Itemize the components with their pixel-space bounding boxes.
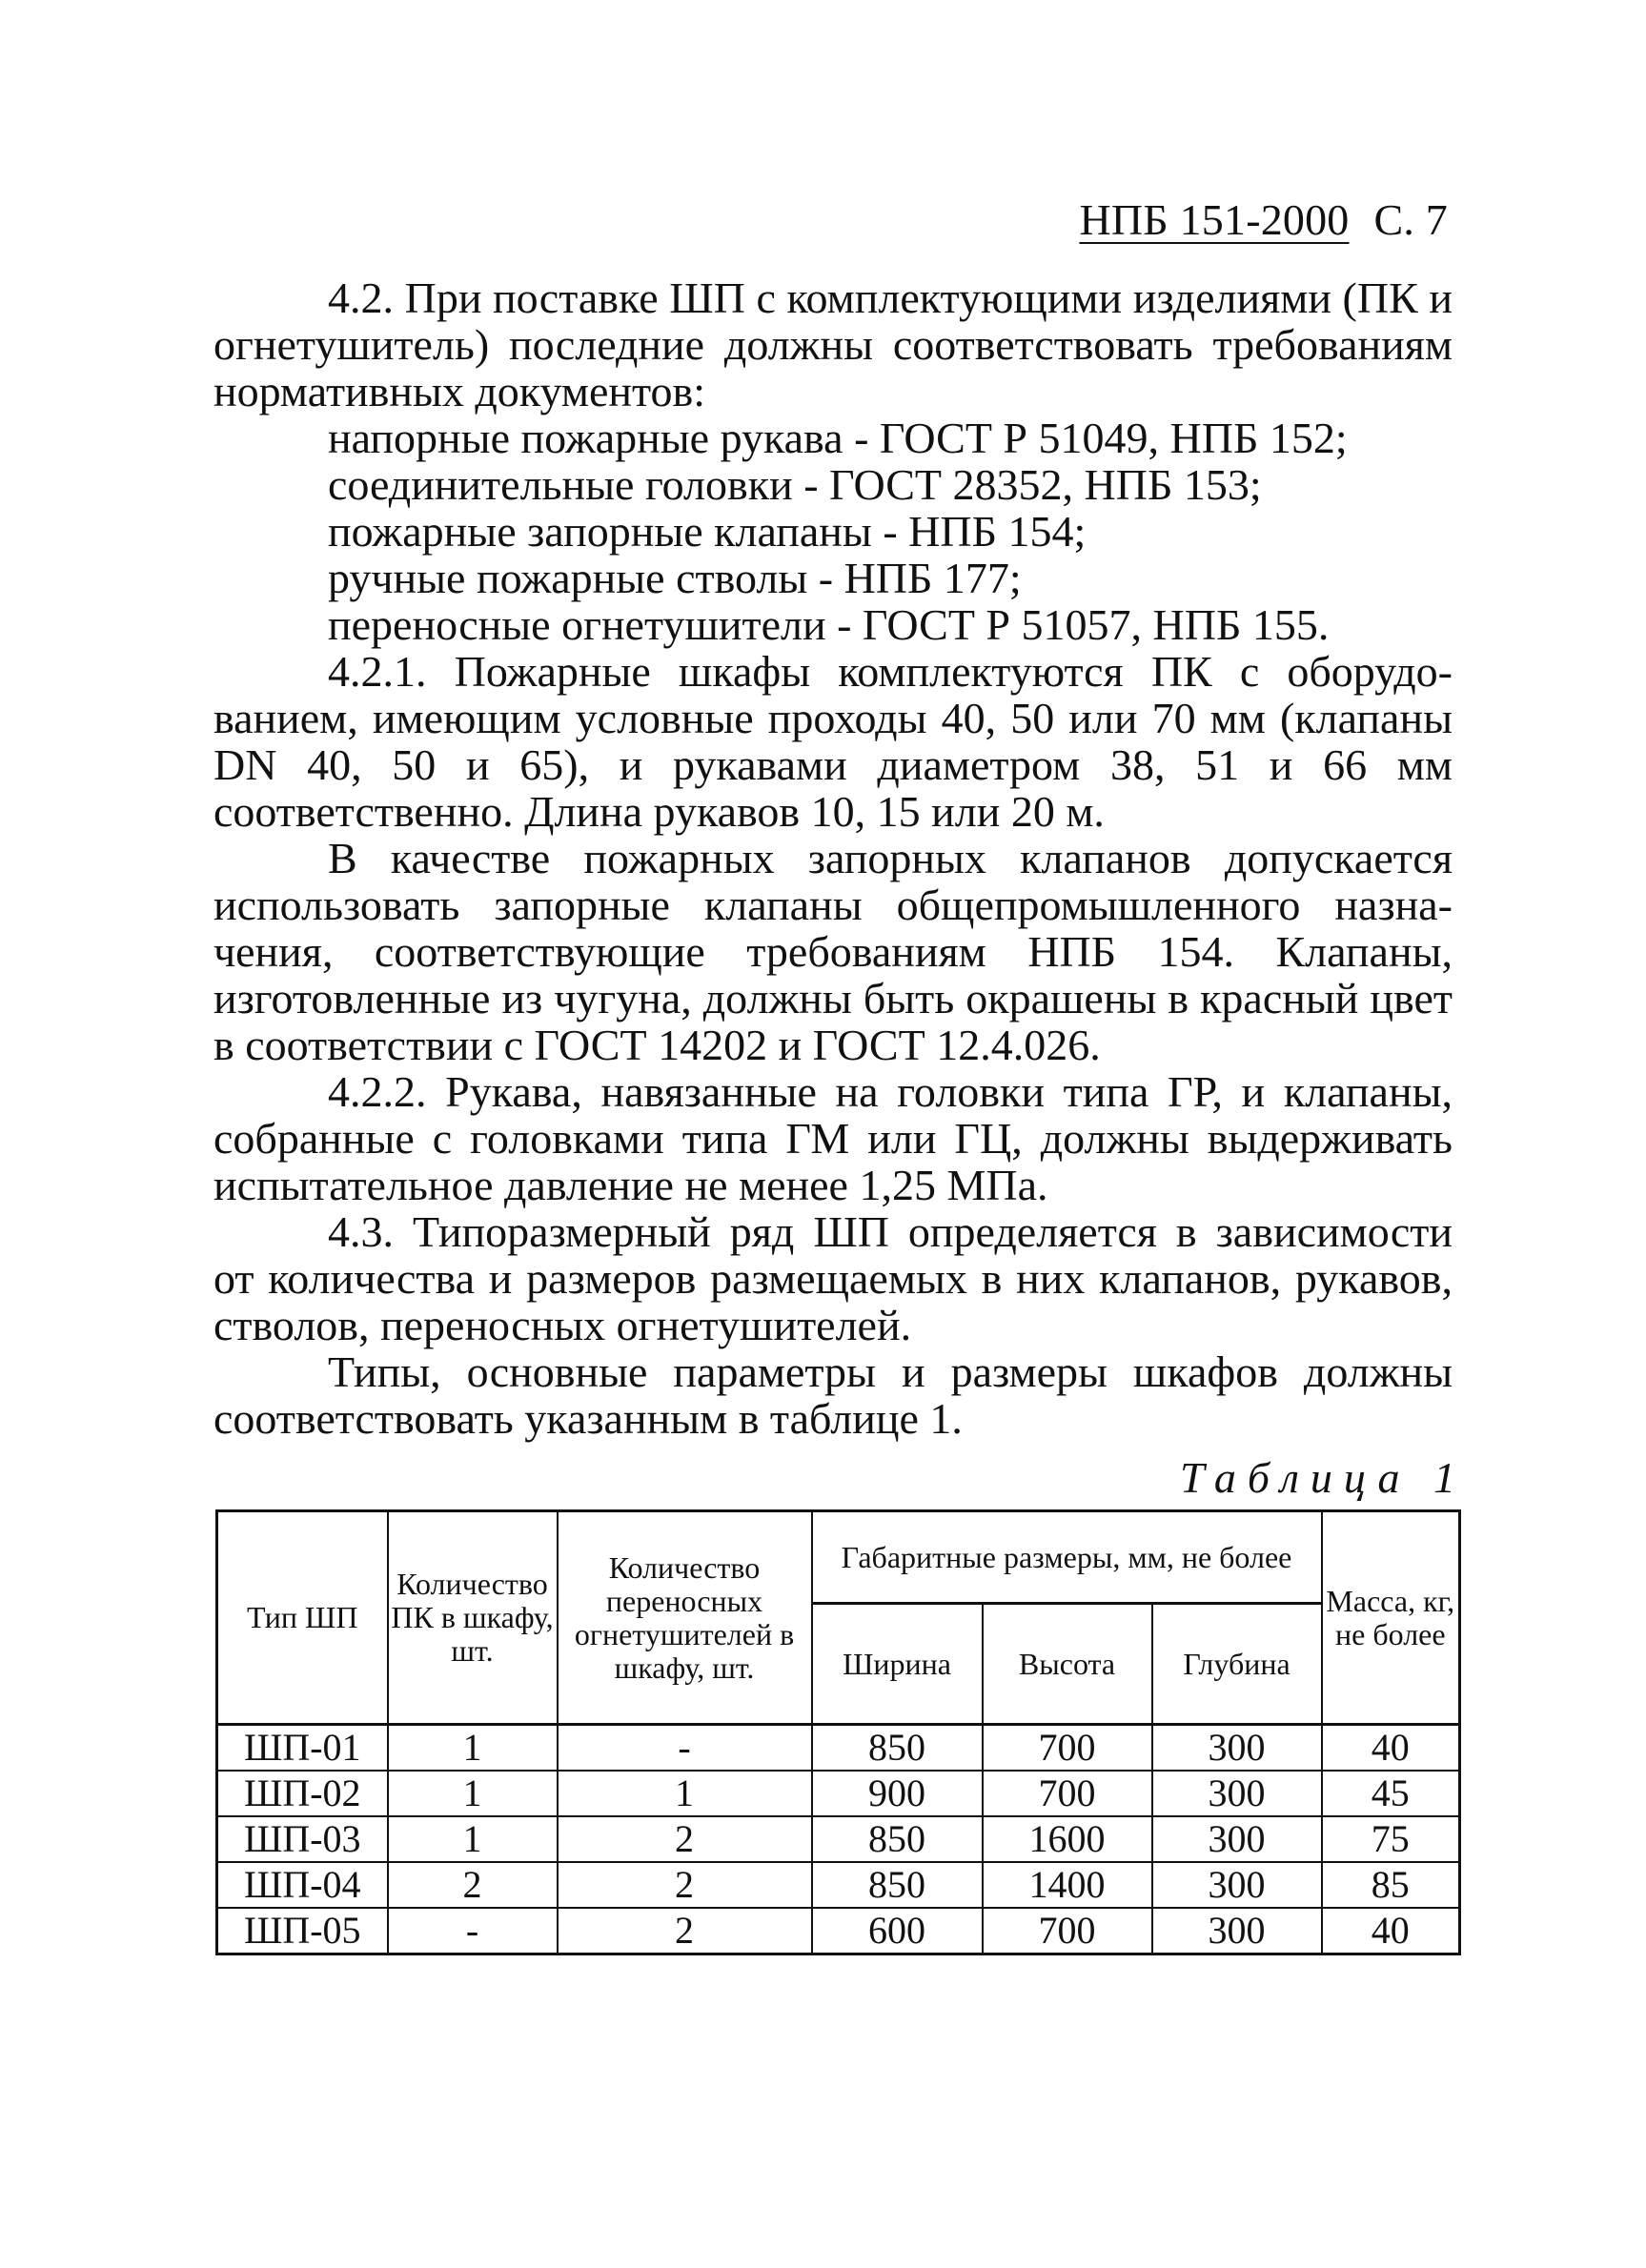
cell-extinguisher-count: - — [558, 1725, 812, 1772]
cell-height: 1400 — [983, 1862, 1152, 1908]
cell-mass: 75 — [1322, 1816, 1460, 1862]
table-row — [217, 1816, 1460, 1862]
list-item: ручные пожарные стволы - НПБ 177; — [328, 554, 1022, 602]
cell-depth: 300 — [1152, 1908, 1322, 1954]
paragraph-4-3: 4.3. Типоразмерный ряд ШП определяется в зависимости от количества и размеров размещаемых в них клапанов, рукавов, стволов, переносных огнетушителей. — [213, 1207, 1453, 1349]
header-height: Высота — [983, 1604, 1152, 1725]
cell-pk-count: 1 — [388, 1816, 558, 1862]
paragraph-4-2: 4.2. При поставке ШП с комплектующими изделиями (ПК и огнетушитель) последние должны соответствовать требованиям нормативных документов: — [213, 273, 1453, 415]
paragraph-valves: В качестве пожарных запорных клапанов допускается использовать запорные клапаны общепромышленного назначения, соответствующие требованиям НПБ 154. Клапаны, изготовленные из чугуна, должны быть окрашены в красный цвет в соответствии с ГОСТ 14202 и ГОСТ 12.4.026. — [213, 834, 1453, 1069]
header-type: Тип ШП — [217, 1511, 388, 1725]
cell-width: 850 — [812, 1725, 983, 1772]
paragraph-types: Типы, основные параметры и размеры шкафов должны соответствовать указанным в таблице 1. — [213, 1347, 1453, 1443]
cell-extinguisher-count: 2 — [558, 1816, 812, 1862]
header-extinguisher-count: Количество переносных огнетушителей в шкафу, шт. — [558, 1511, 812, 1725]
page-number: С. 7 — [1373, 195, 1448, 244]
table-row — [217, 1771, 1460, 1816]
table-row — [217, 1862, 1460, 1908]
cell-mass: 40 — [1322, 1908, 1460, 1954]
list-item: пожарные запорные клапаны - НПБ 154; — [328, 507, 1087, 556]
paragraph-4-2-2: 4.2.2. Рукава, навязанные на головки типа ГР, и клапаны, собранные с головками типа ГМ или ГЦ, должны выдерживать испытательное давление не менее 1,25 МПа. — [213, 1067, 1453, 1209]
cell-extinguisher-count: 2 — [558, 1862, 812, 1908]
cell-depth: 300 — [1152, 1771, 1322, 1816]
cell-height: 700 — [983, 1771, 1152, 1816]
cell-height: 700 — [983, 1908, 1152, 1954]
cell-width: 900 — [812, 1771, 983, 1816]
cell-type: ШП-03 — [217, 1816, 388, 1862]
header-depth: Глубина — [1152, 1604, 1322, 1725]
paragraph-4-2-1: 4.2.1. Пожарные шкафы комплектуются ПК с оборудованием, имеющим условные проходы 40, 50 или 70 мм (клапаны DN 40, 50 и 65), и рукавами диаметром 38, 51 и 66 мм соответственно. Длина рукавов 10, 15 или 20 м. — [213, 647, 1453, 836]
cell-width: 600 — [812, 1908, 983, 1954]
cell-type: ШП-04 — [217, 1862, 388, 1908]
page-header — [1079, 195, 1448, 244]
cell-mass: 45 — [1322, 1771, 1460, 1816]
list-item: соединительные головки - ГОСТ 28352, НПБ 153; — [328, 460, 1262, 509]
cell-depth: 300 — [1152, 1862, 1322, 1908]
body-text — [213, 274, 1453, 1442]
cell-type: ШП-01 — [217, 1725, 388, 1772]
cell-depth: 300 — [1152, 1725, 1322, 1772]
cell-pk-count: - — [388, 1908, 558, 1954]
table-row — [217, 1908, 1460, 1954]
header-width: Ширина — [812, 1604, 983, 1725]
cell-width: 850 — [812, 1862, 983, 1908]
cell-extinguisher-count: 2 — [558, 1908, 812, 1954]
cell-mass: 40 — [1322, 1725, 1460, 1772]
cell-type: ШП-05 — [217, 1908, 388, 1954]
cell-pk-count: 1 — [388, 1725, 558, 1772]
header-mass: Масса, кг, не более — [1322, 1511, 1460, 1725]
cell-width: 850 — [812, 1816, 983, 1862]
cell-type: ШП-02 — [217, 1771, 388, 1816]
cell-height: 1600 — [983, 1816, 1152, 1862]
cabinet-spec-table — [215, 1509, 1461, 1955]
list-item: напорные пожарные рукава - ГОСТ Р 51049, НПБ 152; — [328, 414, 1348, 462]
table-row — [217, 1725, 1460, 1772]
cell-mass: 85 — [1322, 1862, 1460, 1908]
document-code: НПБ 151-2000 — [1079, 195, 1350, 244]
cell-pk-count: 2 — [388, 1862, 558, 1908]
cell-pk-count: 1 — [388, 1771, 558, 1816]
table-header-row — [217, 1511, 1460, 1604]
cell-depth: 300 — [1152, 1816, 1322, 1862]
cell-height: 700 — [983, 1725, 1152, 1772]
cell-extinguisher-count: 1 — [558, 1771, 812, 1816]
list-item: переносные огнетушители - ГОСТ Р 51057, НПБ 155. — [328, 600, 1330, 649]
header-dimensions-group: Габаритные размеры, мм, не более — [812, 1511, 1322, 1604]
header-pk-count: Количество ПК в шкафу, шт. — [388, 1511, 558, 1725]
table-caption: Таблица 1 — [1179, 1453, 1467, 1502]
